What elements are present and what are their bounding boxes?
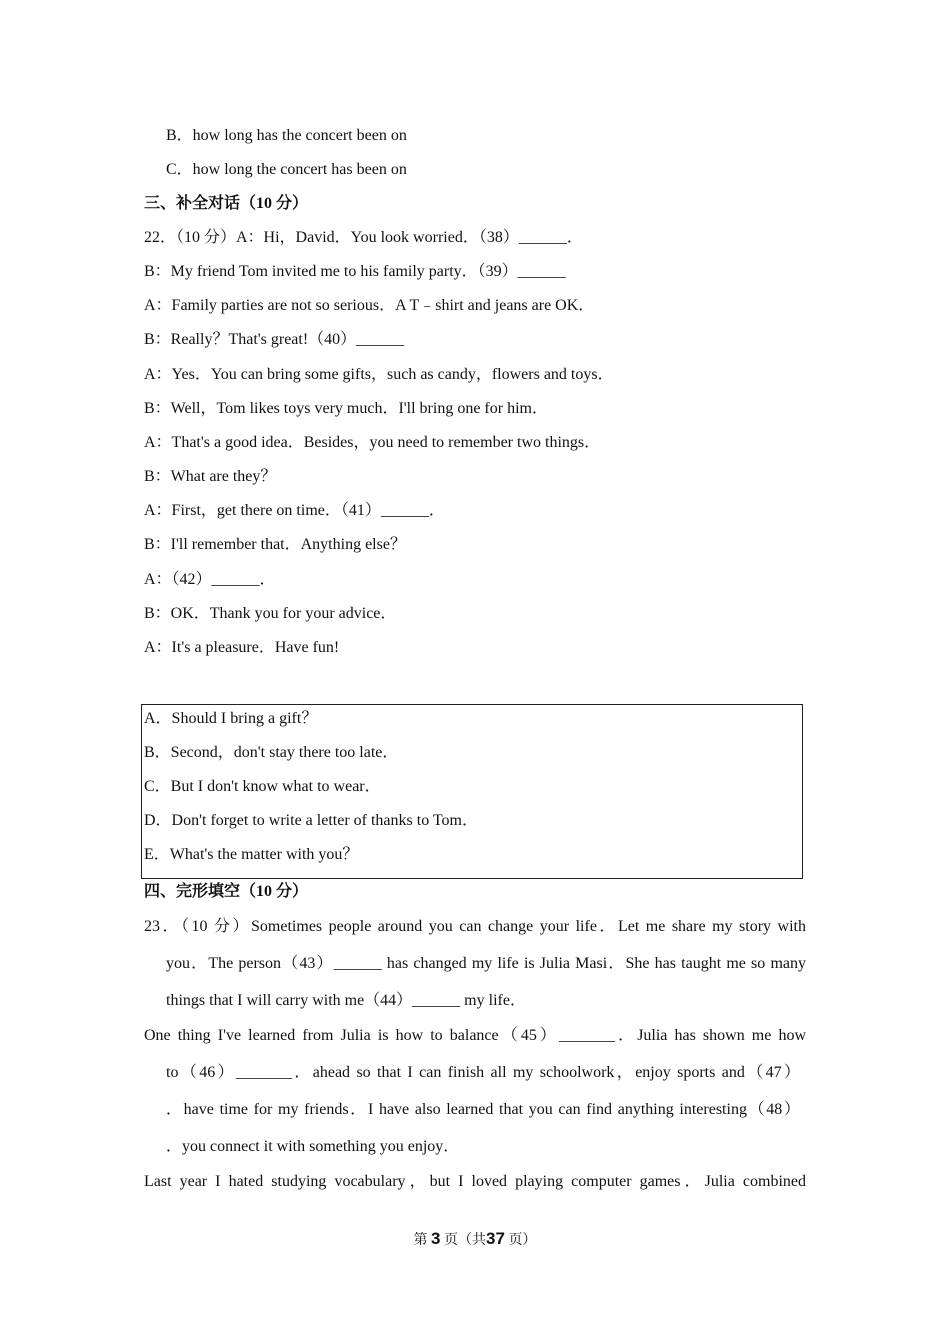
dialogue-line: A：Family parties are not so serious．A T﹣shirt and jeans are OK． bbox=[144, 297, 595, 314]
dialogue-line: A：It's a pleasure．Have fun! bbox=[144, 639, 340, 656]
passage-line: One thing I've learned from Julia is how to balance（45）_______．Julia has shown me how bbox=[144, 1027, 806, 1044]
footer-middle: 页（共 bbox=[444, 1233, 487, 1248]
dialogue-line: B：What are they？ bbox=[144, 468, 277, 485]
option-d: D．Don't forget to write a letter of thanks to Tom． bbox=[144, 812, 479, 829]
q21-option-b: B．how long has the concert been on bbox=[166, 127, 407, 144]
q21-option-c: C．how long the concert has been on bbox=[166, 161, 407, 178]
section4-title: 四、完形填空（10 分） bbox=[144, 883, 309, 900]
passage-line: ．have time for my friends．I have also learned that you can find anything interesting（48） bbox=[166, 1101, 800, 1118]
dialogue-line: B：I'll remember that．Anything else？ bbox=[144, 536, 406, 553]
page-footer bbox=[0, 1229, 950, 1251]
dialogue-line: B：Well，Tom likes toys very much．I'll bring one for him． bbox=[144, 400, 548, 417]
option-b: B．Second，don't stay there too late． bbox=[144, 744, 399, 761]
passage-line: ．you connect it with something you enjoy． bbox=[166, 1138, 460, 1155]
current-page-number: 3 bbox=[431, 1229, 441, 1248]
footer-suffix: 页） bbox=[508, 1233, 537, 1248]
passage-line: to（46）_______．ahead so that I can finish all my schoolwork，enjoy sports and（47） bbox=[166, 1064, 800, 1081]
total-pages-number: 37 bbox=[486, 1229, 505, 1248]
dialogue-line: B：OK．Thank you for your advice． bbox=[144, 605, 397, 622]
section3-title: 三、补全对话（10 分） bbox=[144, 195, 309, 212]
dialogue-line: B：My friend Tom invited me to his family party．（39）______ bbox=[144, 263, 566, 280]
passage-line: things that I will carry with me（44）______ my life． bbox=[166, 992, 526, 1009]
option-e: E．What's the matter with you？ bbox=[144, 846, 359, 863]
dialogue-line: A：Yes．You can bring some gifts，such as candy，flowers and toys． bbox=[144, 366, 614, 383]
passage-line: 23．（10 分）Sometimes people around you can change your life．Let me share my story with bbox=[144, 918, 806, 935]
passage-line: you．The person（43）______ has changed my life is Julia Masi．She has taught me so many bbox=[166, 955, 806, 972]
dialogue-line: 22．（10 分）A：Hi，David．You look worried．（38）______． bbox=[144, 229, 583, 246]
dialogue-line: A：（42）______． bbox=[144, 571, 276, 588]
dialogue-line: A：That's a good idea．Besides，you need to remember two things． bbox=[144, 434, 601, 451]
footer-prefix: 第 bbox=[413, 1233, 428, 1248]
dialogue-line: B：Really？That's great!（40）______ bbox=[144, 331, 405, 348]
option-c: C．But I don't know what to wear． bbox=[144, 778, 381, 795]
dialogue-line: A：First，get there on time．（41）______． bbox=[144, 502, 445, 519]
option-a: A．Should I bring a gift？ bbox=[144, 710, 318, 727]
passage-line: Last year I hated studying vocabulary，but I loved playing computer games．Julia combined bbox=[144, 1173, 806, 1190]
